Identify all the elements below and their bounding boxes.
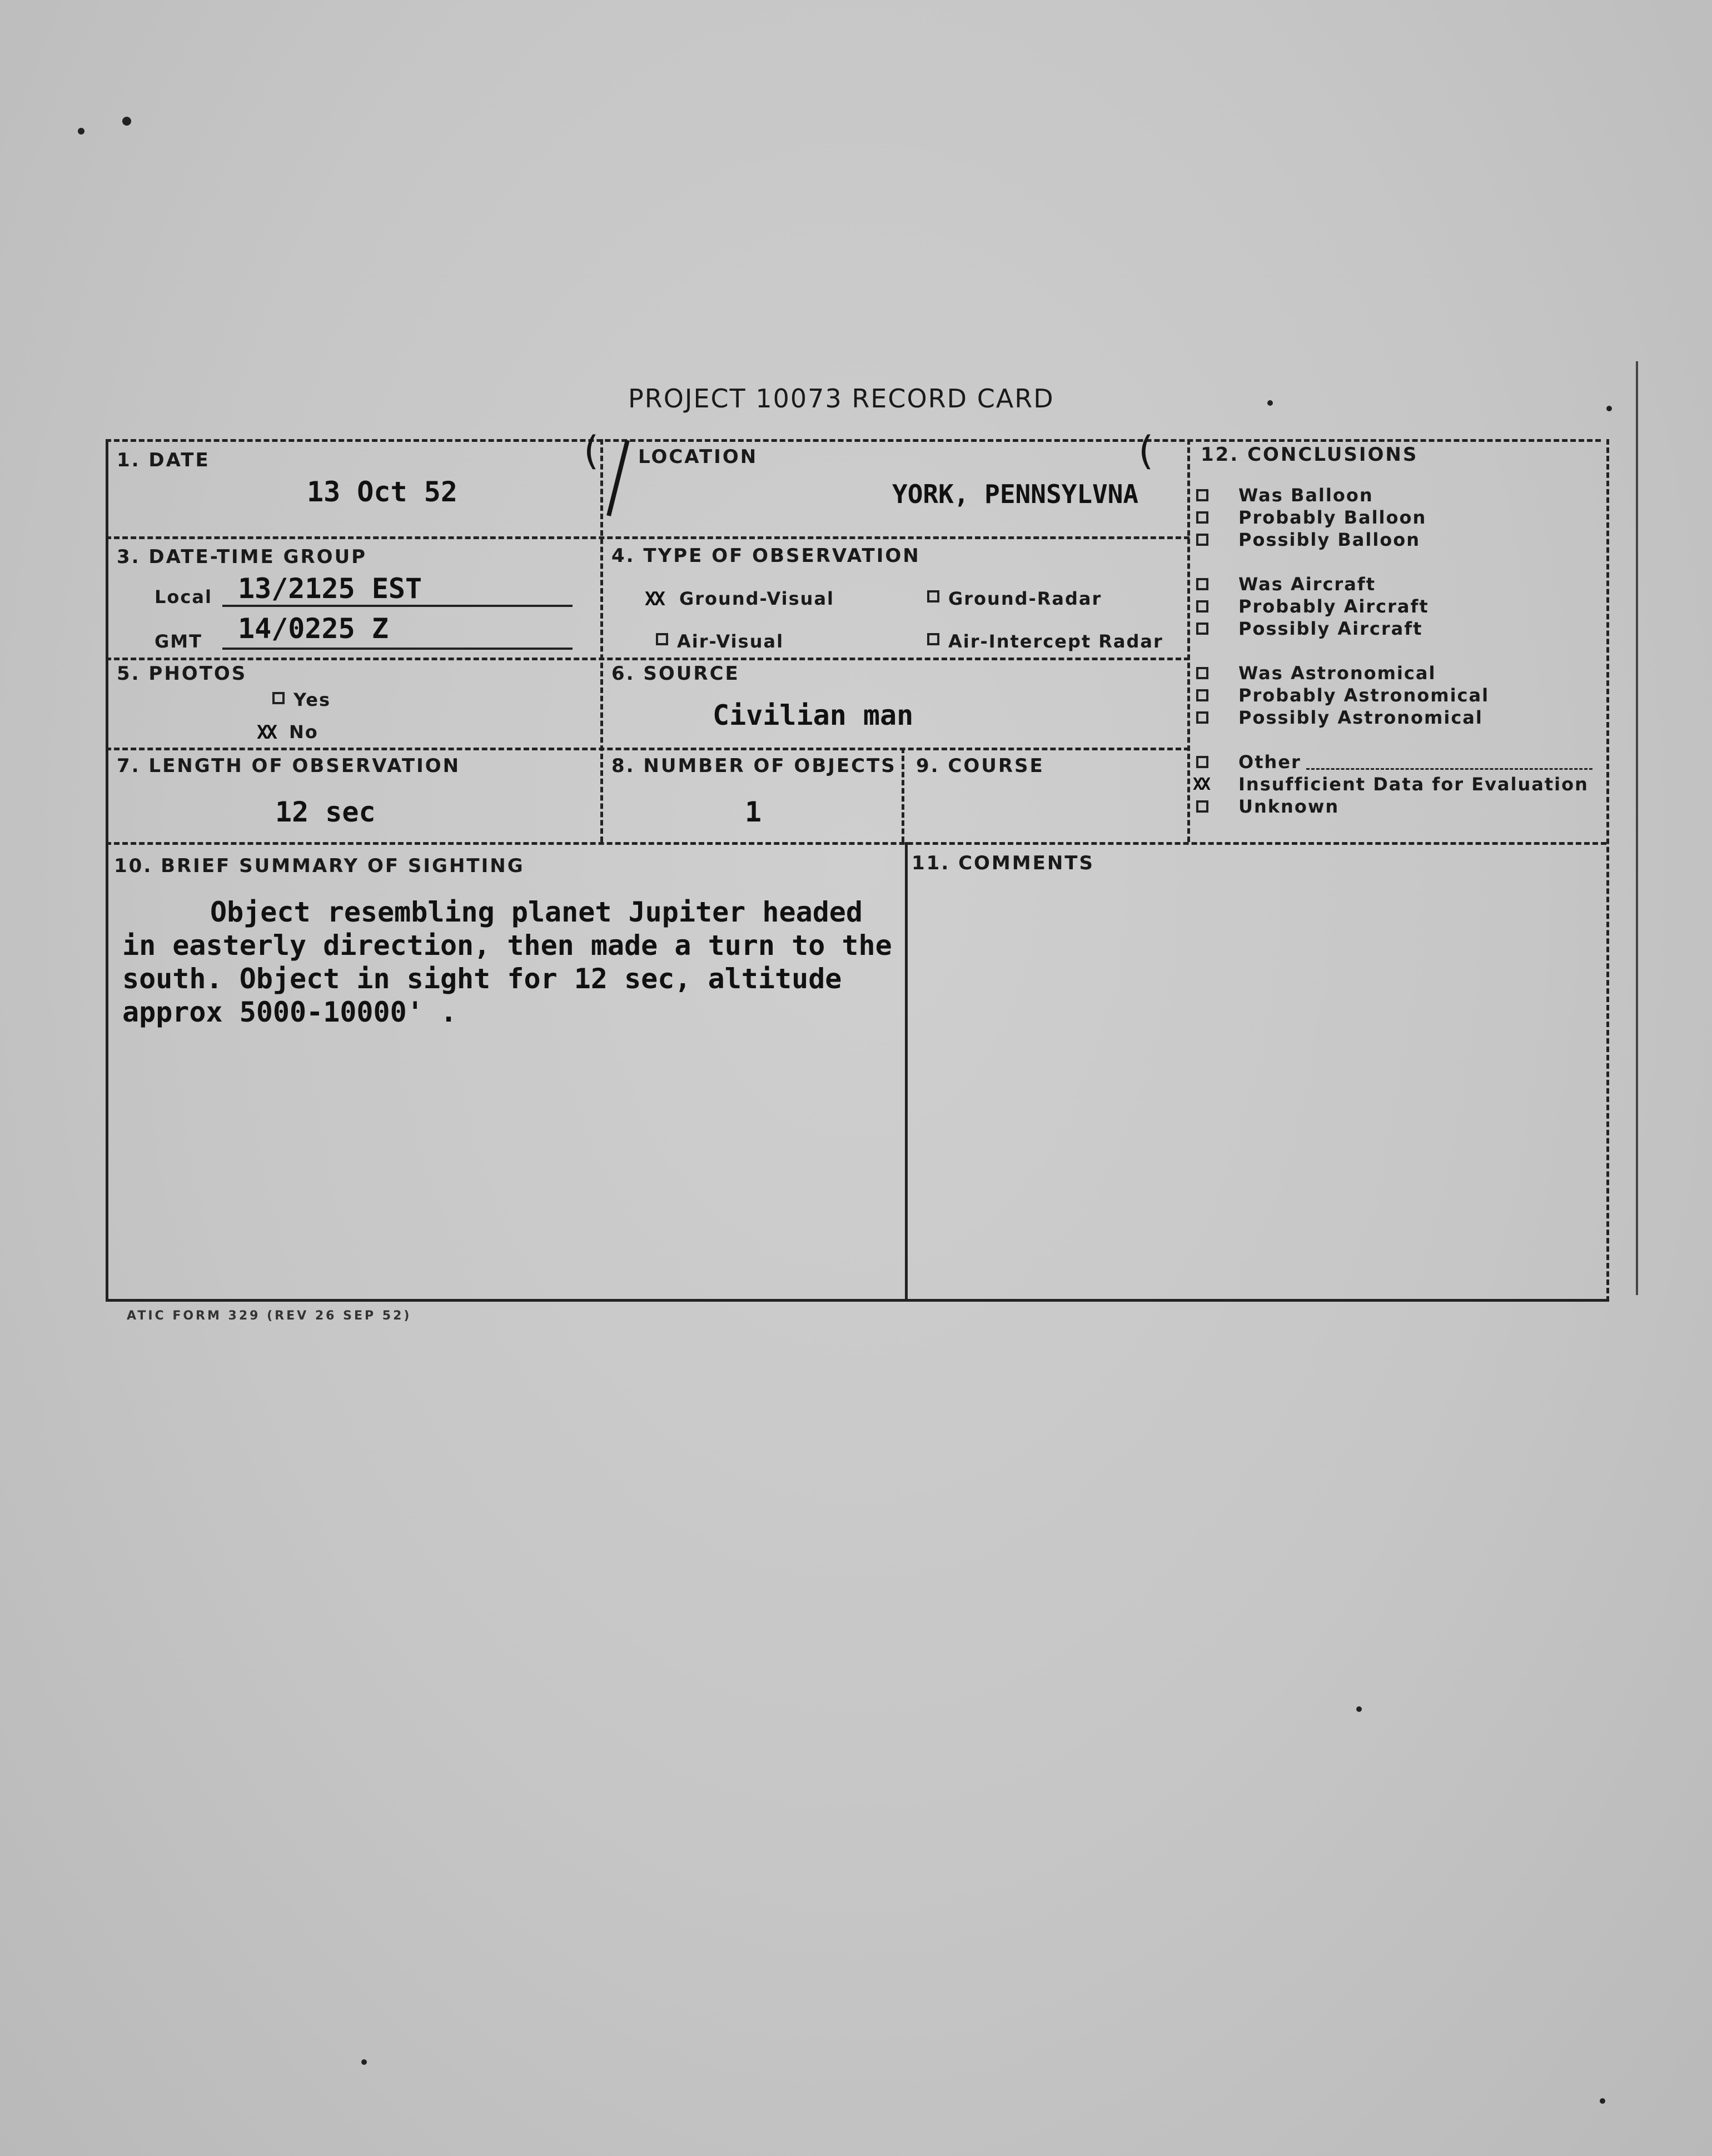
ground-visual-option: Ground-Visual [679, 588, 835, 609]
gmt-time-value: 14/0225 Z [238, 613, 389, 645]
summary-label: 10. BRIEF SUMMARY OF SIGHTING [114, 855, 525, 877]
card-left-border [106, 439, 108, 1302]
was-astronomical-checkbox [1196, 667, 1208, 679]
row-divider [106, 748, 1190, 750]
observation-length-value: 12 sec [275, 796, 376, 828]
conclusion-option: Was Balloon [1238, 485, 1373, 506]
observation-length-label: 7. LENGTH OF OBSERVATION [117, 755, 461, 777]
was-aircraft-checkbox [1196, 578, 1208, 590]
card-bottom-border [108, 1299, 1609, 1302]
air-intercept-radar-checkbox [927, 633, 939, 645]
col-divider [905, 842, 908, 1299]
margin-bracket-mark: ( [584, 428, 599, 474]
scan-edge-line [1636, 361, 1638, 1295]
location-value: YORK, PENNSYLVNA [892, 479, 1139, 509]
row-divider [106, 658, 1190, 660]
local-time-underline [222, 605, 573, 607]
scan-speck [1267, 400, 1273, 406]
comments-label: 11. COMMENTS [912, 852, 1094, 874]
photos-no-option: No [289, 721, 318, 743]
air-visual-option: Air-Visual [677, 631, 784, 652]
scan-speck [1606, 406, 1612, 411]
row-divider [106, 536, 1190, 539]
photos-yes-option: Yes [293, 689, 331, 710]
probably-balloon-checkbox [1196, 511, 1208, 524]
source-label: 6. SOURCE [611, 663, 740, 685]
possibly-aircraft-checkbox [1196, 623, 1208, 635]
conclusion-option: Was Astronomical [1238, 663, 1436, 684]
location-label: LOCATION [638, 446, 758, 468]
scan-speck [122, 117, 131, 126]
source-value: Civilian man [713, 699, 914, 731]
scan-speck [1600, 2098, 1605, 2104]
summary-line: south. Object in sight for 12 sec, altitude [122, 963, 842, 995]
ground-radar-option: Ground-Radar [948, 588, 1102, 609]
summary-line: approx 5000-10000' . [122, 996, 457, 1028]
date-value: 13 Oct 52 [307, 476, 457, 508]
ground-visual-check-mark: XX [645, 588, 663, 610]
probably-astronomical-checkbox [1196, 689, 1208, 701]
ground-radar-checkbox [927, 590, 939, 603]
conclusion-option: Other [1238, 751, 1301, 773]
col-divider [1187, 439, 1190, 842]
col-divider [600, 439, 603, 842]
date-time-group-label: 3. DATE-TIME GROUP [117, 546, 367, 568]
summary-line: Object resembling planet Jupiter headed [210, 896, 863, 928]
conclusion-option: Possibly Astronomical [1238, 707, 1483, 728]
gmt-time-label: GMT [155, 631, 202, 652]
insufficient-data-check-mark: XX [1193, 775, 1209, 794]
summary-line: in easterly direction, then made a turn to the [122, 929, 892, 962]
conclusion-option: Probably Balloon [1238, 507, 1427, 528]
conclusion-option: Probably Aircraft [1238, 596, 1429, 617]
object-count-value: 1 [745, 796, 762, 828]
scan-speck [78, 128, 84, 135]
was-balloon-checkbox [1196, 489, 1208, 501]
conclusion-option: Probably Astronomical [1238, 685, 1490, 706]
margin-bracket-mark: ( [1138, 428, 1154, 474]
conclusion-option: Was Aircraft [1238, 574, 1376, 595]
scan-speck [361, 2059, 367, 2065]
conclusion-option: Unknown [1238, 796, 1340, 817]
scan-speck [1356, 1706, 1362, 1712]
card-top-border [106, 439, 1601, 442]
local-time-label: Local [155, 586, 212, 608]
date-label: 1. DATE [117, 449, 210, 471]
air-visual-checkbox [656, 633, 668, 645]
gmt-time-underline [222, 648, 573, 650]
card-title: PROJECT 10073 RECORD CARD [628, 384, 1054, 414]
card-right-border [1606, 439, 1609, 1302]
photos-no-check-mark: XX [257, 721, 275, 744]
conclusion-option: Possibly Aircraft [1238, 618, 1423, 639]
other-checkbox [1196, 756, 1208, 768]
possibly-astronomical-checkbox [1196, 711, 1208, 724]
photos-yes-checkbox [272, 692, 285, 704]
observation-type-label: 4. TYPE OF OBSERVATION [611, 545, 920, 567]
course-label: 9. COURSE [916, 755, 1044, 777]
conclusion-option: Possibly Balloon [1238, 529, 1421, 550]
air-intercept-radar-option: Air-Intercept Radar [948, 631, 1163, 652]
probably-aircraft-checkbox [1196, 600, 1208, 613]
conclusions-label: 12. CONCLUSIONS [1201, 444, 1419, 466]
unknown-checkbox [1196, 800, 1208, 813]
object-count-label: 8. NUMBER OF OBJECTS [611, 755, 897, 777]
photos-label: 5. PHOTOS [117, 663, 247, 685]
col-divider [902, 748, 904, 842]
conclusion-option: Insufficient Data for Evaluation [1238, 774, 1589, 795]
form-number: ATIC FORM 329 (REV 26 SEP 52) [127, 1309, 412, 1323]
possibly-balloon-checkbox [1196, 534, 1208, 546]
other-fill-line [1306, 768, 1592, 770]
row-divider [106, 842, 1606, 845]
local-time-value: 13/2125 EST [238, 572, 422, 605]
